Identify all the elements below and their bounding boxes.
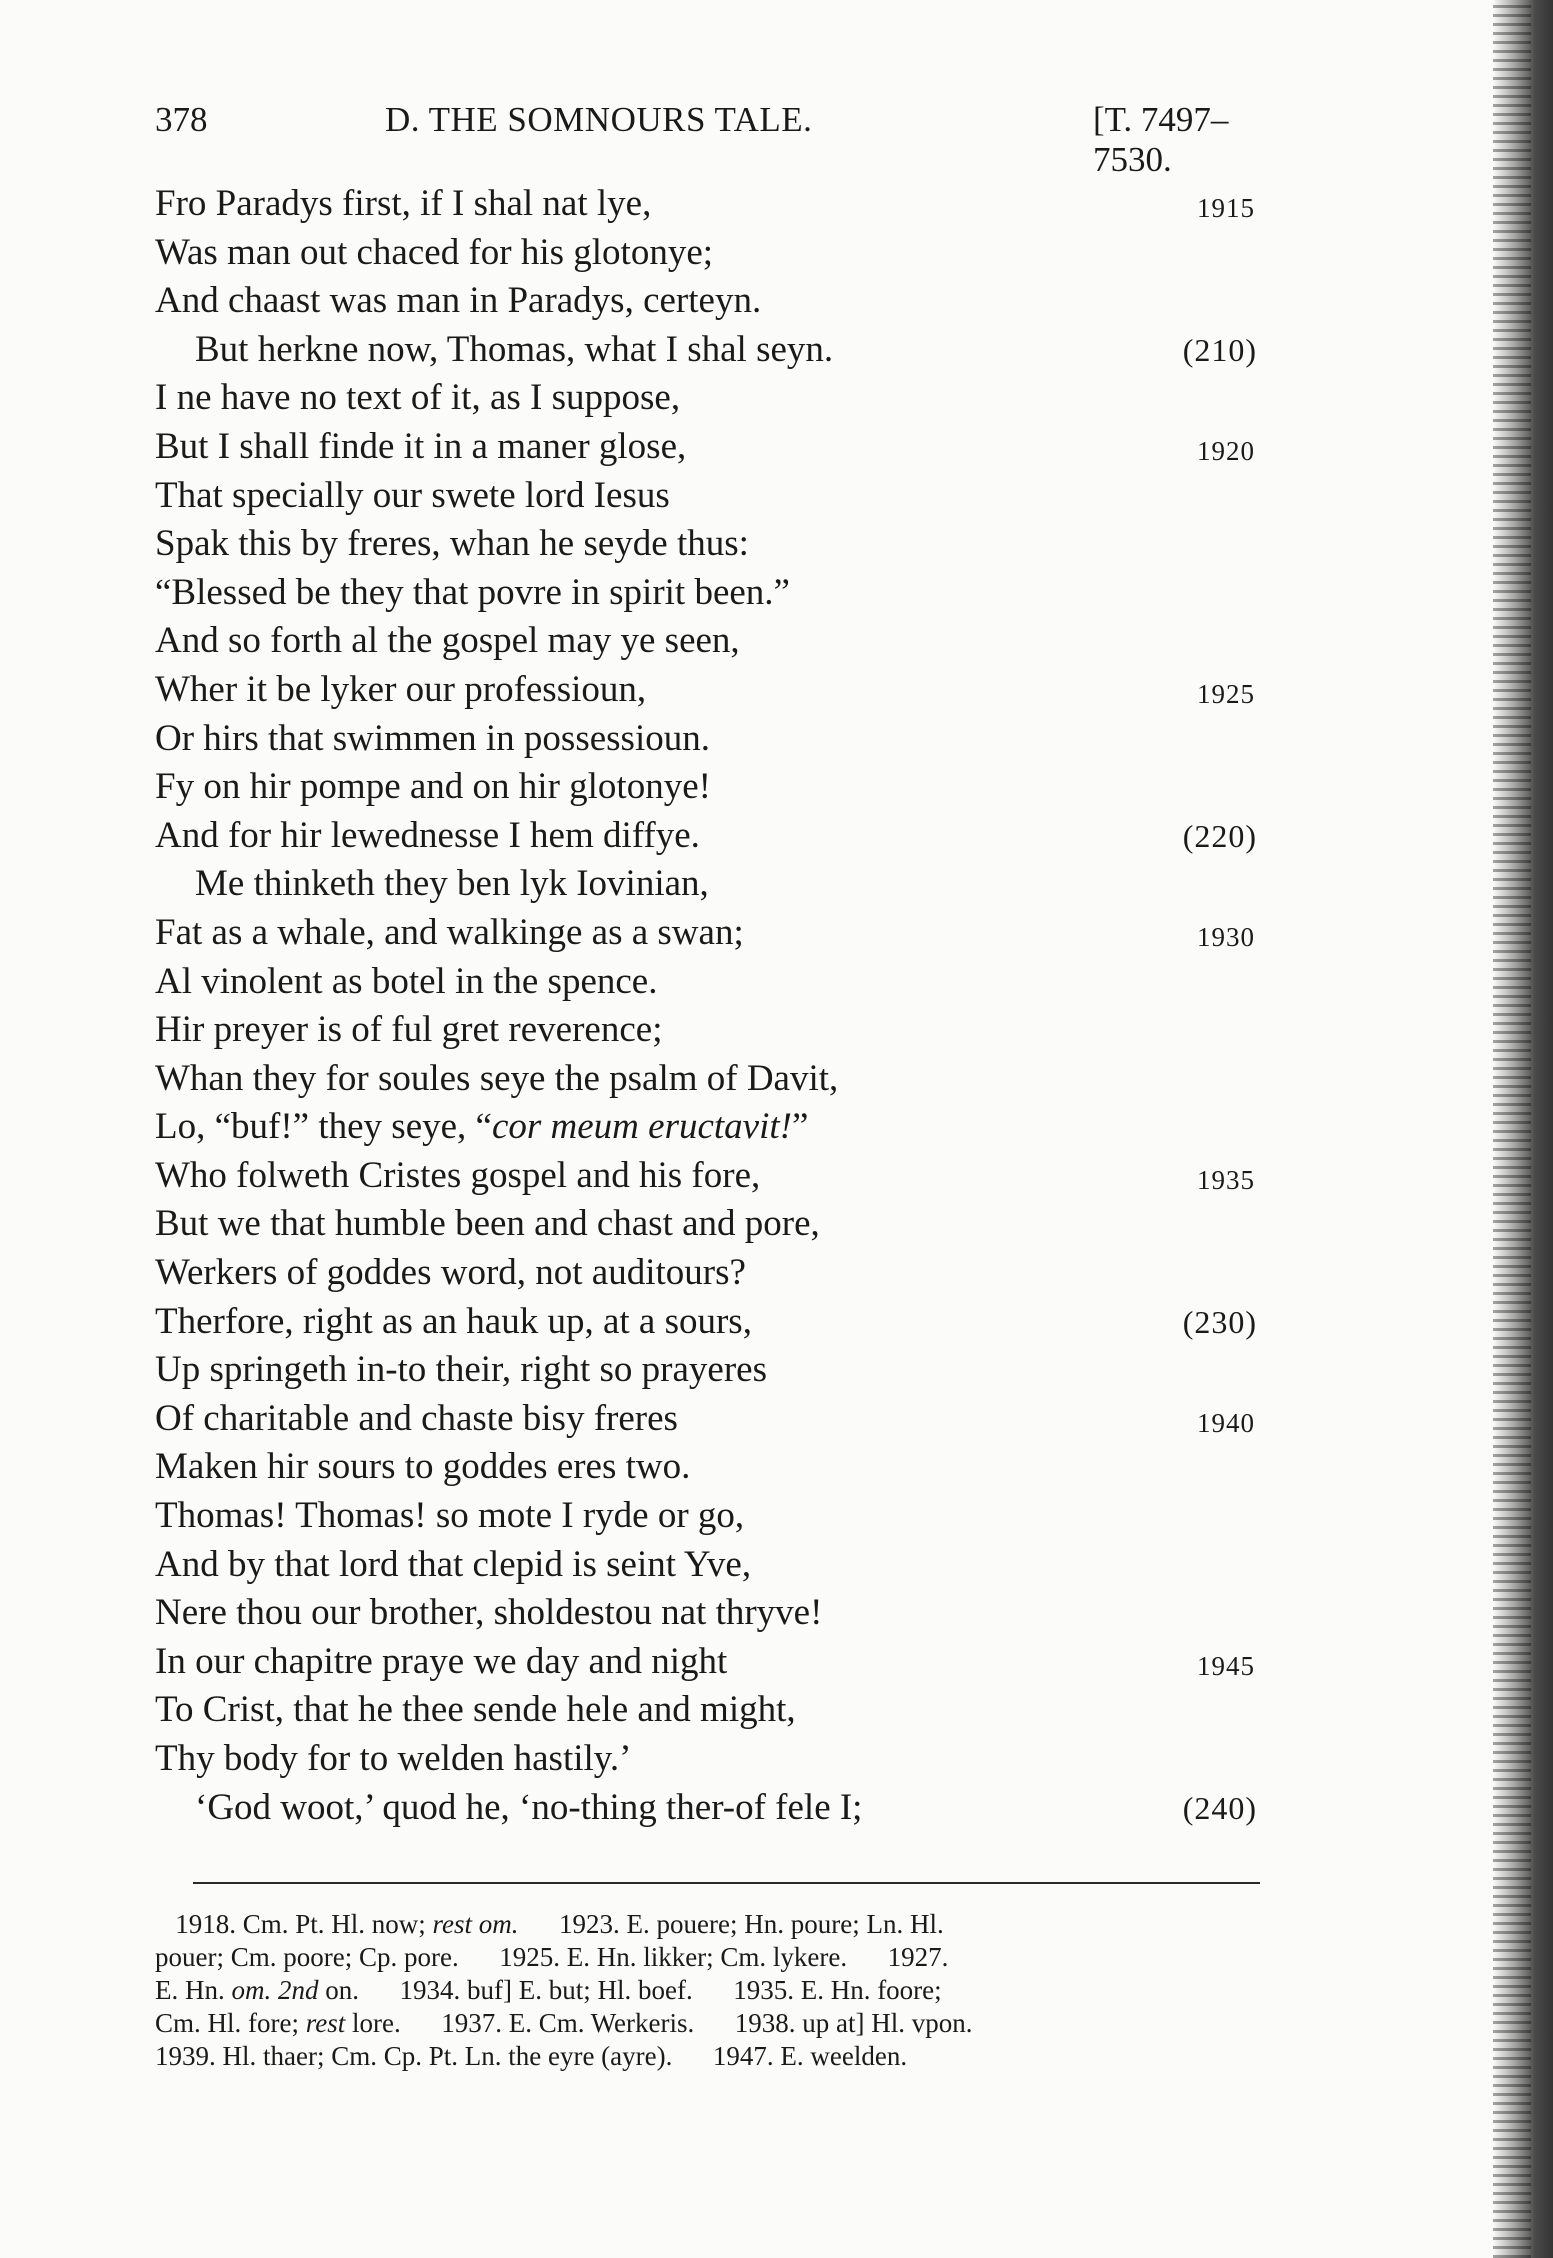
- verse-line: [155, 229, 1265, 278]
- footnote-line: [155, 1908, 1265, 1941]
- verse-line: [155, 1346, 1265, 1395]
- footnote-text: 1923. E. pouere; Hn. poure; Ln. Hl.: [518, 1909, 944, 1939]
- verse-text: And by that lord that clepid is seint Yve,: [155, 1543, 752, 1585]
- verse-text: Al vinolent as botel in the spence.: [155, 960, 658, 1002]
- verse-text: Who folweth Cristes gospel and his fore,: [155, 1154, 761, 1196]
- line-number: (240): [1182, 1789, 1257, 1826]
- footnote-line: [155, 1974, 1265, 2007]
- footnote-text: on. 1934. buf] E. but; Hl. boef. 1935. E. Hn. foore;: [318, 1975, 942, 2005]
- verse-text: But I shall finde it in a maner glose,: [155, 425, 687, 467]
- line-number: 1925: [1197, 678, 1255, 709]
- verse-line: [155, 1006, 1265, 1055]
- verse-text: Up springeth in-to their, right so prayeres: [155, 1349, 767, 1391]
- line-number: 1930: [1197, 921, 1255, 952]
- verse-text: Was man out chaced for his glotonye;: [155, 231, 714, 273]
- verse-line: [155, 958, 1265, 1007]
- verse-line: [155, 1589, 1265, 1638]
- verse-text: Or hirs that swimmen in possessioun.: [155, 717, 710, 759]
- verse-text: ‘God woot,’ quod he, ‘no-thing ther-of fele I;: [195, 1786, 863, 1828]
- verse-line: [155, 1200, 1265, 1249]
- verse-text: And for hir lewednesse I hem diffye.: [155, 814, 700, 856]
- verse-line: [155, 1103, 1265, 1152]
- verse-text: Fy on hir pompe and on hir glotonye!: [155, 766, 711, 808]
- footnote-italic: rest: [305, 2008, 346, 2038]
- verse-text: Thy body for to welden hastily.’: [155, 1738, 632, 1779]
- verse-line: [155, 1152, 1265, 1201]
- verse-line: [155, 1541, 1265, 1590]
- line-number: (210): [1182, 331, 1257, 368]
- footnote-text: pouer; Cm. poore; Cp. pore. 1925. E. Hn. likker; Cm. lykere. 1927.: [155, 1942, 949, 1972]
- verse-text: Fat as a whale, and walkinge as a swan;: [155, 911, 744, 953]
- verse-text: Hir preyer is of ful gret reverence;: [155, 1009, 663, 1051]
- verse-text: But we that humble been and chast and pore,: [155, 1203, 820, 1245]
- verse-text: Wher it be lyker our professioun,: [155, 668, 647, 710]
- footnote-line: [155, 2007, 1265, 2040]
- verse-line: [155, 374, 1265, 423]
- latin-quotation: cor meum eructavit!: [491, 1106, 792, 1148]
- footnote-italic: rest om.: [432, 1909, 519, 1939]
- verse-line: [155, 520, 1265, 569]
- verse-line: [155, 1395, 1265, 1444]
- verse-line: [155, 666, 1265, 715]
- verse-text: [155, 1106, 808, 1147]
- page-edge-texture: [1493, 0, 1531, 2258]
- verse-block: [155, 180, 1265, 1832]
- line-number: 1935: [1197, 1164, 1255, 1195]
- line-number: 1945: [1197, 1650, 1255, 1681]
- verse-line: [155, 1735, 1265, 1784]
- verse-line: [155, 1492, 1265, 1541]
- footnote-text: Cm. Hl. fore;: [155, 2008, 306, 2038]
- verse-text: And chaast was man in Paradys, certeyn.: [155, 280, 762, 322]
- verse-line: [155, 715, 1265, 764]
- line-number: (230): [1182, 1303, 1257, 1340]
- footnote-rule: [155, 1882, 1260, 1884]
- rule-gap: [155, 1882, 193, 1884]
- verse-line: [155, 617, 1265, 666]
- verse-text-end: ”: [791, 1106, 809, 1148]
- verse-line: [155, 1638, 1265, 1687]
- line-number: (220): [1182, 817, 1257, 854]
- footnote-text: 1939. Hl. thaer; Cm. Cp. Pt. Ln. the eyre (ayre). 1947. E. weelden.: [155, 2041, 908, 2071]
- verse-text: Me thinketh they ben lyk Iovinian,: [195, 863, 709, 905]
- running-header: [155, 100, 1255, 179]
- verse-line: [155, 569, 1265, 618]
- verse-text: “Blessed be they that povre in spirit been.”: [155, 571, 790, 613]
- verse-text: Therfore, right as an hauk up, at a sours,: [155, 1300, 752, 1342]
- footnote-text: lore. 1937. E. Cm. Werkeris. 1938. up at] Hl. vpon.: [345, 2008, 973, 2038]
- verse-text: Of charitable and chaste bisy freres: [155, 1397, 678, 1439]
- verse-line: [155, 1298, 1265, 1347]
- running-title: D. THE SOMNOURS TALE.: [385, 100, 813, 139]
- verse-line: [155, 1249, 1265, 1298]
- verse-line: [155, 423, 1265, 472]
- verse-line: [155, 1686, 1265, 1735]
- verse-text: Spak this by freres, whan he seyde thus:: [155, 523, 749, 565]
- footnote-text: E. Hn.: [155, 1975, 232, 2005]
- verse-text: But herkne now, Thomas, what I shal seyn.: [195, 328, 834, 370]
- verse-line: [155, 1055, 1265, 1104]
- line-number: 1915: [1197, 193, 1255, 223]
- verse-text: Fro Paradys first, if I shal nat lye,: [155, 183, 652, 224]
- verse-line: [155, 472, 1265, 521]
- verse-line: [155, 763, 1265, 812]
- verse-line: [155, 180, 1265, 229]
- verse-text: Maken hir sours to goddes eres two.: [155, 1446, 691, 1488]
- verse-text: Werkers of goddes word, not auditours?: [155, 1252, 746, 1294]
- line-number: 1920: [1197, 435, 1255, 466]
- footnote-line: [155, 2040, 1265, 2073]
- verse-line: [155, 326, 1265, 375]
- verse-text: Whan they for soules seye the psalm of Davit,: [155, 1057, 839, 1099]
- verse-text: In our chapitre praye we day and night: [155, 1640, 728, 1682]
- page-number: 378: [155, 100, 208, 139]
- verse-text: Nere thou our brother, sholdestou nat thryve!: [155, 1592, 823, 1634]
- footnote-italic: om. 2nd: [231, 1975, 319, 2005]
- footnote-line: [155, 1941, 1265, 1974]
- verse-text-start: Lo, “buf!” they seye, “: [155, 1106, 492, 1148]
- verse-line: [155, 277, 1265, 326]
- verse-line: [155, 1784, 1265, 1833]
- verse-text: Thomas! Thomas! so mote I ryde or go,: [155, 1495, 745, 1537]
- verse-line: [155, 909, 1265, 958]
- verse-text: And so forth al the gospel may ye seen,: [155, 620, 740, 662]
- verse-text: To Crist, that he thee sende hele and might,: [155, 1689, 796, 1731]
- footnote-text: 1918. Cm. Pt. Hl. now;: [155, 1909, 433, 1939]
- verse-text: That specially our swete lord Iesus: [155, 474, 670, 516]
- line-range: [T. 7497–7530.: [1093, 100, 1229, 179]
- verse-line: [155, 1443, 1265, 1492]
- verse-line: [155, 812, 1265, 861]
- footnotes: [155, 1908, 1265, 2073]
- verse-line: [155, 860, 1265, 909]
- verse-text: I ne have no text of it, as I suppose,: [155, 377, 681, 419]
- line-number: 1940: [1197, 1407, 1255, 1438]
